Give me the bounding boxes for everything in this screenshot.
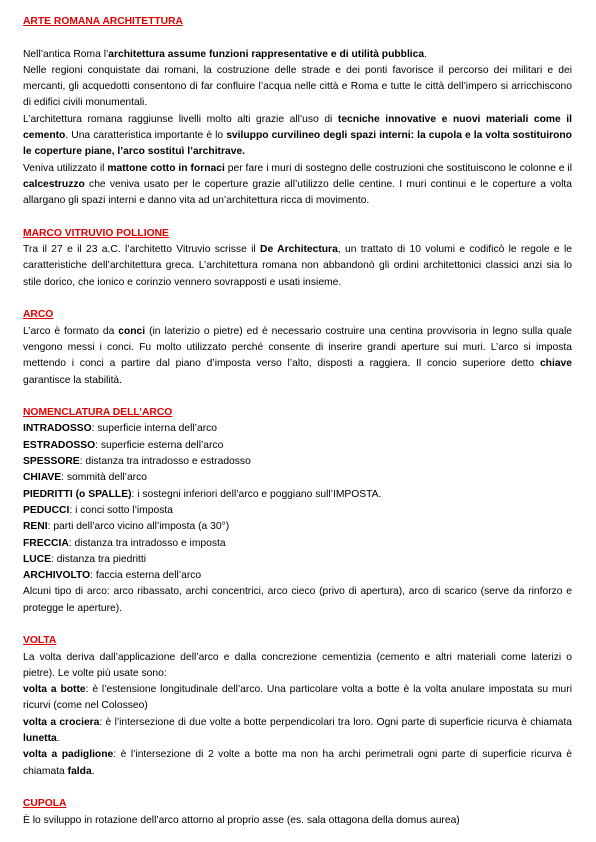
definition: : i sostegni inferiori dell’arco e poggiano sull’IMPOSTA. xyxy=(131,488,382,500)
bold-text: calcestruzzo xyxy=(23,178,85,190)
nomenclature-item xyxy=(23,470,572,486)
paragraph-livelli xyxy=(23,112,572,161)
bold-text: lunetta xyxy=(23,733,57,745)
heading-cupola: CUPOLA xyxy=(23,798,67,810)
nomenclature-item xyxy=(23,454,572,470)
heading-arco: ARCO xyxy=(23,309,54,321)
spacer xyxy=(23,389,572,405)
spacer xyxy=(23,617,572,633)
term: CHIAVE xyxy=(23,472,62,484)
nomenclature-item xyxy=(23,552,572,568)
definition: : è l’estensione longitudinale dell’arco. Una particolare volta a botte è la volta anulare impostata su muri ricurvi (come nel Colosseo) xyxy=(23,684,572,712)
definition: : superficie interna dell’arco xyxy=(91,423,217,435)
paragraph-volta-crociera xyxy=(23,715,572,748)
text: Nell’antica Roma l’ xyxy=(23,48,109,60)
term: ARCHIVOLTO xyxy=(23,570,91,582)
term: INTRADOSSO xyxy=(23,423,92,435)
bold-text: chiave xyxy=(539,358,572,370)
paragraph-tipi-arco: Alcuni tipo di arco: arco ribassato, archi concentrici, arco cieco (privo di apertura), arco di scarico (serve da rinforzo e protegge le aperture). xyxy=(23,586,572,614)
bold-text: architettura assume funzioni rappresentative e di utilità pubblica xyxy=(108,48,425,60)
text: L’architettura romana raggiunse livelli molto alti grazie all’uso di xyxy=(23,113,338,125)
definition: : distanza tra intradosso e imposta xyxy=(68,537,226,549)
definition: : distanza tra piedritti xyxy=(51,553,147,565)
bold-text: conci xyxy=(118,325,146,337)
definition: : faccia esterna dell’arco xyxy=(90,570,202,582)
definition: : è l’intersezione di 2 volte a botte ma non ha archi perimetrali ogni parte di superficie ricurva è chiamata xyxy=(23,749,573,777)
paragraph-arco xyxy=(23,324,572,389)
paragraph-volta-botte xyxy=(23,682,572,715)
paragraph-materiali xyxy=(23,161,572,210)
paragraph-volta: La volta deriva dall’applicazione dell’arco e dalla concrezione cementizia (cemento e altri materiali come laterizi o pietre). Le volte più usate sono: xyxy=(23,651,572,679)
paragraph-volta-padiglione xyxy=(23,747,572,780)
text: L’arco è formato da xyxy=(23,325,119,337)
definition: : parti dell’arco vicino all’imposta (a 30°) xyxy=(47,521,230,533)
text: garantisce la stabilità. xyxy=(23,374,123,386)
term: FRECCIA xyxy=(23,537,69,549)
nomenclature-item xyxy=(23,536,572,552)
heading-architettura: ARTE ROMANA ARCHITETTURA xyxy=(23,16,183,27)
paragraph-intro xyxy=(23,47,572,63)
definition: : sommità dell’arco xyxy=(61,472,147,484)
nomenclature-item xyxy=(23,503,572,519)
nomenclature-item xyxy=(23,568,572,584)
spacer xyxy=(23,291,572,307)
paragraph-vitruvio xyxy=(23,242,572,291)
definition: : i conci sotto l’imposta xyxy=(69,504,173,516)
paragraph-regioni: Nelle regioni conquistate dai romani, la costruzione delle strade e dei ponti favorisce il percorso dei militari e dei mercanti, gli acquedotti consentono di far confluire l’acqua nelle città e Roma e tutte le città dell’impero si arricchiscono di edifici civili monumentali. xyxy=(23,64,572,109)
term: volta a padiglione xyxy=(23,749,114,761)
spacer xyxy=(23,780,572,796)
text: , un trattato di 10 volumi e codificò le regole e le caratteristiche dell’architettura greca. L’architettura romana non abbandonò gli ordini architettonici classici anzi sia lo stile dorico, che ionico e corinzio vennero sovrapposti e usati insieme. xyxy=(23,244,573,288)
term: SPESSORE xyxy=(23,456,80,468)
bold-text: mattone cotto in fornaci xyxy=(107,162,225,174)
bold-text: falda xyxy=(67,765,92,777)
text: (in laterizio o pietre) ed è necessario costruire una centina provvisoria in legno sulla quale vengono messi i conci. Fu molto utilizzato perché consente di inserire grandi aperture sui muri. L’arco si imposta mettendo i conci a partire dal piano d’imposta verso l’alto, disposti a raggiera. Il concio superiore detto xyxy=(23,325,572,370)
term: PEDUCCI xyxy=(23,504,70,516)
definition: : superficie esterna dell’arco xyxy=(95,439,224,451)
bold-text: sviluppo curvilineo degli spazi interni: la cupola e la volta sostituirono le coperture piane, l’arco sostituì l’architrave. xyxy=(23,130,572,158)
nomenclature-item xyxy=(23,438,572,454)
definition: : distanza tra intradosso e estradosso xyxy=(79,456,251,468)
term: PIEDRITTI (o SPALLE) xyxy=(23,488,132,500)
bold-text: tecniche innovative e nuovi materiali come il cemento xyxy=(23,113,573,142)
spacer xyxy=(23,210,572,226)
nomenclature-item xyxy=(23,519,572,535)
text: . xyxy=(424,48,427,60)
term: volta a crociera xyxy=(23,716,100,728)
text: Veniva utilizzato il xyxy=(23,162,108,174)
heading-volta: VOLTA xyxy=(23,635,57,647)
heading-vitruvio: MARCO VITRUVIO POLLIONE xyxy=(23,227,169,239)
paragraph-cupola: È lo sviluppo in rotazione dell’arco attorno al proprio asse (es. sala ottagona della domus aurea) xyxy=(23,814,460,826)
heading-nomenclatura: NOMENCLATURA DELL’ARCO xyxy=(23,407,173,419)
spacer xyxy=(23,30,572,46)
term: RENI xyxy=(23,521,48,533)
bold-text: De Architectura xyxy=(260,244,338,256)
text: . xyxy=(91,765,95,777)
text: per fare i muri di sostegno delle costruzioni che sostituiscono le colonne e il xyxy=(224,162,572,174)
term: ESTRADOSSO xyxy=(23,439,96,451)
term: volta a botte xyxy=(23,684,86,696)
term: LUCE xyxy=(23,553,52,565)
text: . xyxy=(56,733,60,745)
text: Tra il 27 e il 23 a.C. l’architetto Vitruvio scrisse il xyxy=(23,244,261,256)
nomenclature-item xyxy=(23,421,572,437)
definition: : è l’intersezione di due volte a botte perpendicolari tra loro. Ogni parte di superficie ricurva è chiamata xyxy=(99,716,572,728)
text: che veniva usato per le coperture grazie all’utilizzo delle centine. I muri continui e le coperture a volta allargano gli spazi interni e danno vita ad un’architettura ricca di movimento. xyxy=(23,178,572,207)
text: . Una caratteristica importante è lo xyxy=(65,130,227,142)
nomenclature-item xyxy=(23,487,572,503)
